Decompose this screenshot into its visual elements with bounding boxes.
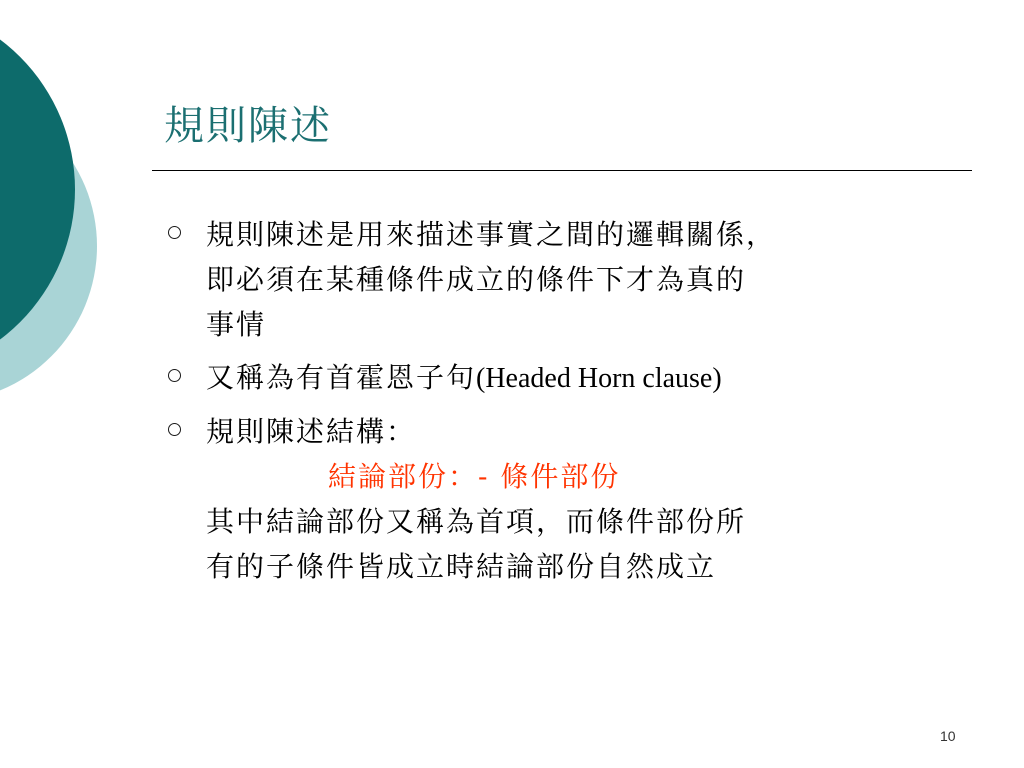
bullet-item-structure: [164, 409, 984, 589]
bullet-item-alias: [164, 355, 984, 401]
bullet-text-latin: (Headed Horn clause): [476, 363, 722, 394]
explanation-line: 其中結論部份又稱為首項，而條件部份所: [206, 505, 747, 538]
bullet-text: 規則陳述是用來描述事實之間的邏輯關係， 即必須在某種條件成立的條件下才為真的 事情: [206, 218, 777, 341]
bullet-item-definition: [164, 212, 984, 347]
bullet-text-cjk: 又稱為有首霍恩子句: [206, 361, 477, 394]
page-number: 10: [940, 728, 956, 744]
bullet-list: [164, 212, 984, 597]
bullet-text: [206, 355, 984, 401]
hollow-circle-bullet-icon: [168, 423, 181, 436]
hollow-circle-bullet-icon: [168, 226, 181, 239]
hollow-circle-bullet-icon: [168, 369, 181, 382]
rule-structure-formula: 結論部份：- 條件部份: [328, 460, 621, 493]
slide-title: 規則陳述: [164, 103, 332, 149]
explanation-line: 有的子條件皆成立時結論部份自然成立: [206, 550, 717, 583]
title-divider: [152, 170, 972, 171]
bullet-text: 規則陳述結構：: [206, 415, 417, 448]
